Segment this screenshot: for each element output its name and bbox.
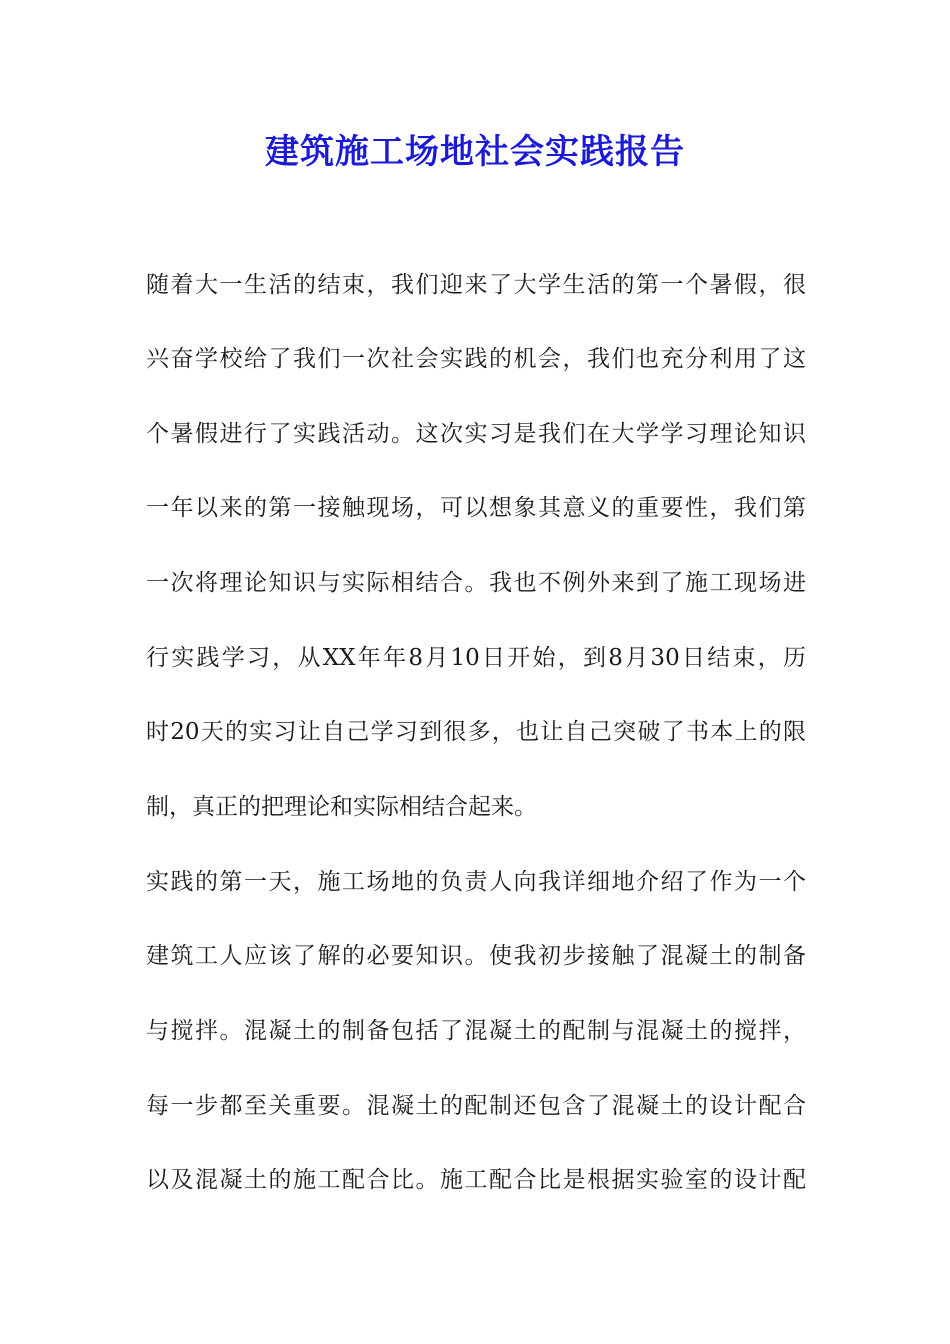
paragraph-line: 行实践学习，从XX年年8月10日开始，到8月30日结束，历 [146, 645, 806, 671]
document-title: 建筑施工场地社会实践报告 [265, 132, 685, 172]
paragraph-line: 以及混凝土的施工配合比。施工配合比是根据实验室的设计配 [146, 1167, 806, 1193]
paragraph-line: 与搅拌。混凝土的制备包括了混凝土的配制与混凝土的搅拌， [146, 1018, 806, 1044]
paragraph-line: 一年以来的第一接触现场，可以想象其意义的重要性，我们第 [146, 495, 806, 521]
paragraph-line: 实践的第一天，施工场地的负责人向我详细地介绍了作为一个 [146, 869, 806, 895]
paragraph-line: 一次将理论知识与实际相结合。我也不例外来到了施工现场进 [146, 570, 806, 596]
paragraph-line: 个暑假进行了实践活动。这次实习是我们在大学学习理论知识 [146, 421, 806, 447]
paragraph-line: 建筑工人应该了解的必要知识。使我初步接触了混凝土的制备 [146, 943, 806, 969]
paragraph-line: 制，真正的把理论和实际相结合起来。 [146, 794, 537, 820]
paragraph-line: 时20天的实习让自己学习到很多，也让自己突破了书本上的限 [146, 719, 806, 745]
paragraph-line: 每一步都至关重要。混凝土的配制还包含了混凝土的设计配合 [146, 1093, 806, 1119]
paragraph-line: 兴奋学校给了我们一次社会实践的机会，我们也充分利用了这 [146, 346, 806, 372]
paragraph-line: 随着大一生活的结束，我们迎来了大学生活的第一个暑假，很 [146, 272, 806, 298]
